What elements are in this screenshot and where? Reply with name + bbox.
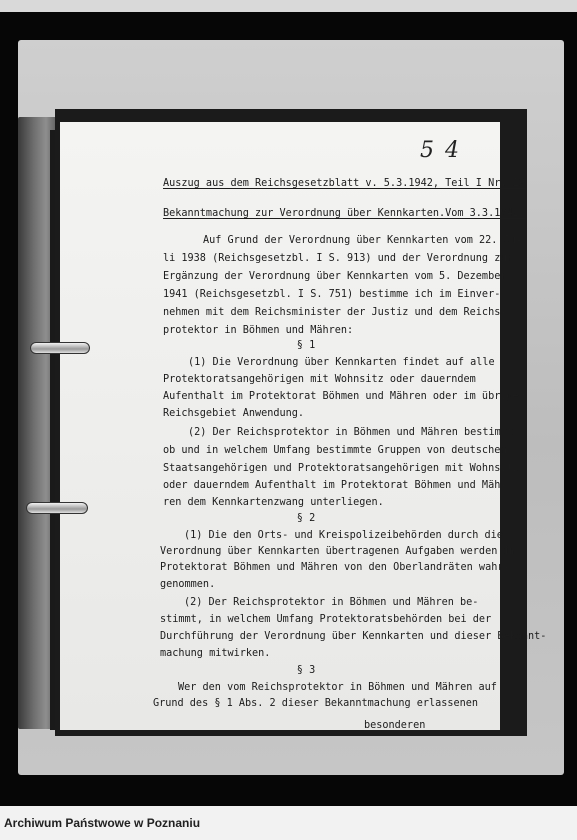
section-2-line: (1) Die den Orts- und Kreispolizeibehörden durch die — [184, 530, 503, 541]
section-mark-1: § 1 — [296, 340, 316, 351]
archive-label: Archiwum Państwowe w Poznaniu — [4, 816, 201, 830]
section-2-line: stimmt, in welchem Umfang Protektoratsbehörden bei der — [160, 614, 492, 625]
section-mark-2: § 2 — [296, 513, 316, 524]
section-2-line: machung mitwirken. — [160, 648, 271, 659]
section-2-line: (2) Der Reichsprotektor in Böhmen und Mähren be- — [184, 597, 479, 608]
section-2-line: Verordnung über Kennkarten übertragenen Aufgaben werden im — [160, 546, 516, 557]
catchword: besonderen — [364, 720, 426, 731]
preamble-line: Auf Grund der Verordnung über Kennkarten vom 22. Ju- — [203, 235, 522, 246]
preamble-line: protektor in Böhmen und Mähren: — [163, 325, 354, 336]
preamble-line: 1941 (Reichsgesetzbl. I S. 751) bestimme ich im Einver- — [163, 289, 501, 300]
preamble-line: Ergänzung der Verordnung über Kennkarten vom 5. Dezember — [163, 271, 507, 282]
section-1-line: ren dem Kennkartenzwang unterliegen. — [163, 497, 384, 508]
section-1-line: Aufenthalt im Protektorat Böhmen und Mähren oder im übrigen — [163, 391, 525, 402]
heading-source: Auszug aus dem Reichsgesetzblatt v. 5.3.1942, Teil I Nr. 19 — [163, 178, 525, 189]
binder-clip — [26, 502, 88, 514]
section-1-line: Reichsgebiet Anwendung. — [163, 408, 305, 419]
section-1-line: (2) Der Reichsprotektor in Böhmen und Mähren bestimmt, — [188, 427, 520, 438]
section-3-line: Wer den vom Reichsprotektor in Böhmen und Mähren auf — [178, 682, 497, 693]
top-strip — [0, 0, 577, 12]
section-2-line: Protektorat Böhmen und Mähren von den Oberlandräten wahr- — [160, 562, 510, 573]
preamble-line: nehmen mit dem Reichsminister der Justiz und dem Reichs- — [163, 307, 507, 318]
section-3-line: Grund des § 1 Abs. 2 dieser Bekanntmachung erlassenen — [153, 698, 479, 709]
handwritten-folio-number: 5 4 — [420, 138, 461, 163]
archive-footer — [0, 806, 577, 840]
section-2-line: Durchführung der Verordnung über Kennkarten und dieser Bekannt- — [160, 631, 547, 642]
section-2-line: genommen. — [160, 579, 216, 590]
section-1-line: Protektoratsangehörigen mit Wohnsitz oder dauerndem — [163, 374, 476, 385]
section-mark-3: § 3 — [296, 665, 316, 676]
section-1-line: Staatsangehörigen und Protektoratsangehörigen mit Wohnsitz — [163, 463, 519, 474]
document-page — [60, 122, 547, 731]
preamble-line: li 1938 (Reichsgesetzbl. I S. 913) und der Verordnung zur — [163, 253, 513, 264]
scan-area — [0, 12, 577, 806]
section-1-line: oder dauerndem Aufenthalt im Protektorat Böhmen und Mäh- — [163, 480, 507, 491]
binder-clip — [30, 342, 90, 354]
heading-title: Bekanntmachung zur Verordnung über Kennkarten.Vom 3.3.1942. — [163, 208, 525, 219]
section-1-line: (1) Die Verordnung über Kennkarten findet auf alle — [188, 357, 495, 368]
section-1-line: ob und in welchem Umfang bestimmte Gruppen von deutschen — [163, 445, 507, 456]
